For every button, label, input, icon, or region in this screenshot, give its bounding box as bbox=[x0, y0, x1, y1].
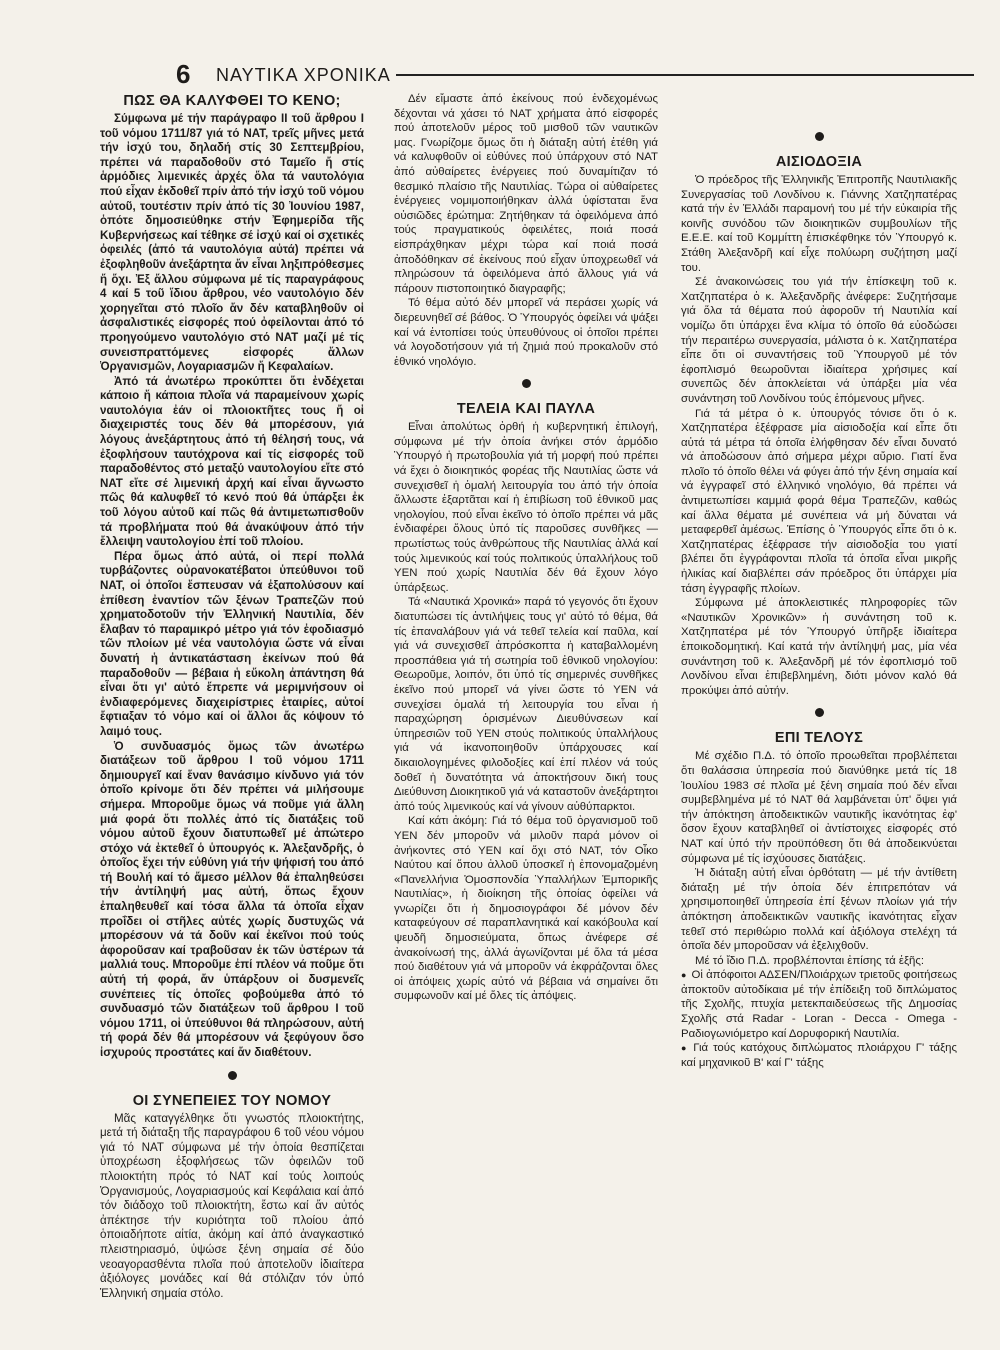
paragraph: Μᾶς καταγγέλθηκε ὅτι γνωστός πλοιοκτήτης, μετά τή διάταξη τῆς παραγράφου 6 τοῦ νέου νόμου γιά τό ΝΑΤ σύμφωνα μέ τήν ὁποία θεσπίζεται ὑποχρέωση ἐξοφλήσεως τῶν ὀφειλῶν τοῦ πλοιοκτήτη πρός τό ΝΑΤ καί τούς λοιπούς Ὀργανισμούς, Λογαριασμούς καί Κεφάλαια καί ἀπό τόν διάδοχο τοῦ πλοιοκτήτη, ἔστω καί ἄν αὐτός ἀπέκτησε τήν κυριότητα τοῦ πλοίου ἀπό ὁποιαδήποτε αἰτία, ἀκόμη καί ἀπό ἀναγκαστικό πλειστηριασμό, ὑψώσε ξένη σημαία σέ δύο νεοαγορασθέντα πλοῖα πού ἀποτελοῦν ἰδιαίτερα ἀξιόλογες μονάδες καί θά στόλιζαν τόν ὑπό Ἑλληνική σημαία στόλο. bbox=[100, 1111, 364, 1300]
paragraph: Εἶναι ἀπολύτως ὀρθή ἡ κυβερνητική ἐπιλογή, σύμφωνα μέ τήν ὁποία ἀνήκει στόν ἁρμόδιο Ὑπουργό ἡ πρωτοβουλία γιά τή μορφή πού πρέπει νά ἔχει ὁ διοικητικός φορέας τῆς Ναυτιλίας ὥστε νά συνεχισθεῖ ἡ ὁμαλή λειτουργία του ἀπό τήν ὁποία ἄλλωστε ἐξαρτᾶται καί ἡ ἐπιβίωση τοῦ ἐθνικοῦ μας νηολογίου, πού εἶναι ἐκεῖνο τό ὁποῖο πρέπει νά μᾶς ἐνδιαφέρει ὅλους ὑπό τίς παροῦσες συνθῆκες — πρωτίστως τούς ἀνθρώπους τῆς Ναυτιλίας ἀλλά καί τούς λιμενικούς καί τούς πολιτικούς ὑπαλλήλους τοῦ ΥΕΝ πού χωρίς Ναυτιλία δέν θά ἔχουν λόγο ὑπάρξεως. bbox=[394, 421, 658, 594]
paragraph: Ὁ πρόεδρος τῆς Ἑλληνικῆς Ἐπιτροπῆς Ναυτιλιακῆς Συνεργασίας τοῦ Λονδίνου κ. Γιάννης Χατζηπατέρας κατά τήν ἐν Ἑλλάδι παραμονή του μέ τήν εὐκαιρία τῆς κοινῆς συνόδου τῶν διοικητικῶν συμβουλίων τῆς Ε.Ε.Ε. καί τοῦ Κομμίττη ἐπισκέφθηκε τόν Ὑπουργό κ. Στάθη Ἀλεξανδρῆ καί εἶχε πολύωρη συζήτηση μαζί του. bbox=[681, 174, 957, 274]
paragraph: Τά «Ναυτικά Χρονικά» παρά τό γεγονός ὅτι ἔχουν διατυπώσει τίς ἀντιλήψεις τους γι' αὐτό τό θέμα, θά τίς ἐπαναλάβουν γιά νά τεθεῖ τελεία καί παῦλα, καί γιά νά συνεχισθεῖ ἀπρόσκοπτα ἡ καταβαλλομένη προσπάθεια γιά τή σωτηρία τοῦ ἐθνικοῦ νηολογίου: Θεωροῦμε, λοιπόν, ὅτι ὑπό τίς σημερινές συνθῆκες ἐκεῖνο πού μπορεῖ νά γίνει ὥστε τό ΥΕΝ νά συνεχίσει ὁμαλά τή λειτουργία του εἶναι ἡ παραχώρηση ὁρισμένων Διευθύνσεων καί ὑπηρεσιῶν τοῦ ΥΕΝ στούς πολιτικούς ὑπαλλήλους γιά νά ἱκανοποιηθοῦν ὑπάρχουσες καί δικαιολογημένες φιλοδοξίες καί ἐπί πλέον νά τούς δοθεῖ ἡ δυνατότητα νά ἀποκτήσουν δική τους Διεύθυνση Διοικητικοῦ γιά νά καταστοῦν ἀνεξάρτητοι ἀπό τούς λιμενικούς καί νά γίνουν αὐθύπαρκτοι. bbox=[394, 596, 658, 813]
headline-synepeies: ΟΙ ΣΥΝΕΠΕΙΕΣ ΤΟΥ ΝΟΜΟΥ bbox=[132, 1092, 332, 1109]
column-1 bbox=[100, 92, 364, 1332]
headline-epi-telous: ΕΠΙ ΤΕΛΟΥΣ bbox=[774, 730, 864, 747]
paragraph: Καί κάτι ἀκόμη: Γιά τό θέμα τοῦ ὀργανισμοῦ τοῦ ΥΕΝ δέν μποροῦν νά μιλοῦν παρά μόνον οἱ ἀνήκοντες στό ΥΕΝ καί ὄχι στό ΝΑΤ, τόν Οἶκο Ναύτου καί ὅπου ἀλλοῦ ὑποσκεῖ ἡ ἐπονομαζομένη «Πανελλήνια Ὁμοσπονδία Ὑπαλλήλων Ἐμπορικῆς Ναυτιλίας», ἡ διοίκηση τῆς ὁποίας ὀφείλει νά γνωρίζει ὅτι ἡ δημοσιογράφοι δέ μόνον δέν καταφεύγουν σέ παραπλανητικά καί κακόβουλα καί ψευδῆ δημοσιεύματα, ὅπως ἀνέφερε σέ ἀνακοίνωσή της, ἀλλά ἀγωνίζονται μέ ὅλα τά μέσα πού διαθέτουν γιά νά μποροῦν νά ἐκφράζονται ὅλες οἱ ἀπόψεις χωρίς αὐτό νά βέβαια νά σημαίνει ὅτι συμφωνοῦν καί μέ ὅλες τίς ἀπόψεις. bbox=[394, 815, 658, 1003]
paragraph: Τό θέμα αὐτό δέν μπορεῖ νά περάσει χωρίς νά διερευνηθεῖ σέ βάθος. Ὁ Ὑπουργός ὀφείλει νά ψάξει καί νά ἐντοπίσει τούς ὑπευθύνους οἱ ὁποῖοι πρέπει νά λογοδοτήσουν γιά τή ζημιά πού προκαλοῦν στό ἐθνικό νηολόγιο. bbox=[394, 297, 658, 368]
column-2 bbox=[394, 92, 658, 1332]
section-bullet bbox=[228, 1071, 237, 1080]
publication-name: ΝΑΥΤΙΚΑ ΧΡΟΝΙΚΑ bbox=[216, 65, 391, 85]
headline-aisiodoxia: ΑΙΣΙΟΔΟΞΙΑ bbox=[775, 154, 863, 170]
headline-teleia: ΤΕΛΕΙΑ ΚΑΙ ΠΑΥΛΑ bbox=[456, 401, 596, 418]
paragraph: Ἀπό τά ἀνωτέρω προκύπτει ὅτι ἐνδέχεται κάποιο ἤ κάποια πλοῖα νά παραμείνουν χωρίς ναυτολόγια ἐάν οἱ πλοιοκτῆτες τους ἤ οἱ διαχειριστές τους δέν θά μπορέσουν, γιά λόγους ἀνεξάρτητους ἀπό τή θέλησή τους, νά ἐξοφλήσουν ταυτόχρονα καί τίς εἰσφορές τοῦ παραδοθέντος στό μεταξύ ναυτολογίου εἴτε στό ΝΑΤ εἴτε σέ λιμενική ἀρχή καί εἶναι ἄγνωστο πῶς θά καλυφθεῖ τό κενό πού θά ὑπάρξει ἐκ τοῦ λόγου αὐτοῦ καί πῶς θά ἀντιμετωπισθοῦν τά προβλήματα πού θά ἀνακύψουν ἀπό τήν ἔλλειψη ναυτολογίου ἐπί τοῦ πλοίου. bbox=[100, 374, 364, 549]
paragraph: Πέρα ὅμως ἀπό αὐτά, οἱ περί πολλά τυρβάζοντες οὐρανοκατέβατοι ὑπεύθυνοι τοῦ ΝΑΤ, οἱ ὁποῖοι ἔσπευσαν νά ἐξαπολύσουν καί ἐπίθεση ἐναντίον τῶν ξένων Τραπεζῶν πού χρηματοδοτοῦν τήν Ἑλληνική Ναυτιλία, δέν ἔλαβαν τό παραμικρό μέτρο γιά τόν ἐφοδιασμό τῶν πλοίων μέ νέα ναυτολόγια ὥστε νά εἶναι δυνατή ἡ ἀντικατάσταση ἐκείνων πού θά παραδοθοῦν — βέβαια ἡ εὔκολη ἀπάντηση θά εἶναι ὅτι γι' αὐτό ἔπρεπε νά μεριμνήσουν οἱ ἐνδιαφερόμενες διαχειρίστριες ἑταιρίες, αὐτοί ἔφτιαξαν τό νόμο καί οἱ ἄλλοι ἄς κόψουν τό λαιμό τους. bbox=[100, 549, 364, 738]
paragraph: Σύμφωνα μέ ἀποκλειστικές πληροφορίες τῶν «Ναυτικῶν Χρονικῶν» ἡ συνάντηση τοῦ κ. Χατζηπατέρα μέ τόν Ὑπουργό ὑπῆρξε ἰδιαίτερα ἐποικοδομητική. Καί κατά τήν ἀντίληψή μας, μία νέα συνάντηση τοῦ κ. Ἀλεξανδρῆ μέ τόν ἐφοπλισμό τοῦ Λονδίνου εἶναι ἐπιβεβλημένη, διότι μόνον καλό θά προκύψει ἀπό αὐτήν. bbox=[681, 597, 957, 697]
page-header bbox=[176, 60, 976, 90]
page-number: 6 bbox=[176, 59, 191, 89]
header-rule bbox=[396, 74, 974, 76]
paragraph: Σύμφωνα μέ τήν παράγραφο ΙΙ τοῦ ἄρθρου Ι τοῦ νόμου 1711/87 γιά τό ΝΑΤ, τρεῖς μῆνες μετά τήν ἰσχύ του, δηλαδή στίς 30 Σεπτεμβρίου, πρέπει νά παραδοθοῦν στό Ταμεῖο ἤ στίς ἁρμόδιες λιμενικές ἀρχές ὅλα τά ναυτολόγια πού εἶχαν ἐκδοθεῖ πρίν ἀπό τήν ἰσχύ τοῦ νόμου αὐτοῦ, τουτέστιν πρίν ἀπό τίς 30 Ἰουνίου 1987, ὁπότε δημοσιεύθηκε στήν Ἐφημερίδα τῆς Κυβερνήσεως καί τέθηκε σέ ἰσχύ καί οἱ σχετικές ὀφειλές (ἀπό τά ναυτολόγια αὐτά) πρέπει νά ἐξοφληθοῦν ἀνεξάρτητα ἄν εἶναι ληξιπρόθεσμες ἤ ὄχι. Ἐξ ἄλλου σύμφωνα μέ τίς παραγράφους 4 καί 5 τοῦ ἴδιου ἄρθρου, νέο ναυτολόγιο δέν χορηγεῖται στό πλοῖο ἄν δέν καταβληθοῦν οἱ ἀσφαλιστικές εἰσφορές πού ὀφείλονται ἀπό τό προηγούμενο ναυτολόγιο στό ΝΑΤ μαζί μέ τίς συνεισπραττόμενες εἰσφορές ἄλλων Ὀργανισμῶν, Λογαριασμῶν ἤ Κεφαλαίων. bbox=[100, 112, 364, 374]
column-3 bbox=[681, 92, 957, 1332]
paragraph: Ὁ συνδυασμός ὅμως τῶν ἀνωτέρω διατάξεων τοῦ ἄρθρου Ι τοῦ νόμου 1711 δημιουργεῖ καί ἕναν θανάσιμο κίνδυνο γιά τόν ὁποῖο κρίνομε ὅτι δέν πρέπει νά μιλήσουμε σήμερα. Μποροῦμε ὅμως νά ποῦμε γιά ἄλλη μιά φορά ὅτι πολλές ἀπό τίς διατάξεις τοῦ νόμου αὐτοῦ ἔχουν διατυπωθεῖ μέ ἀπώτερο στόχο νά ἐκτεθεῖ ὁ ὑπουργός κ. Ἀλεξανδρῆς, ὁ ὁποῖος ἔχει τήν εὐθύνη γιά τήν ψήφισή του ἀπό τή Βουλή καί τό ἄμεσο μέλλον θά ἐπαληθεύσει τήν ἀντίληψή μας αὐτή, ὅπως ἔχουν ἐπαληθευθεῖ καί τόσα ἄλλα τά ὁποῖα εἶχαν προΐδει οἱ στῆλες αὐτές χωρίς δυστυχῶς νά μπορέσουν νά τά δοῦν καί ἐκεῖνοι πού τούς ἀφοροῦσαν καί τραβοῦσαν ἐκ τῶν ὑστέρων τά μαλλιά τους. Μποροῦμε ἐπί πλέον νά ποῦμε ὅτι αὐτή τή φορά, ἄν ὑπάρξουν οἱ δυσμενεῖς συνέπειες τίς ὁποῖες φοβούμεθα ἀπό τό συνδυασμό τῶν διατάξεων τοῦ ἄρθρου Ι τοῦ νόμου 1711, οἱ ὑπεύθυνοι θά πληρώσουν, αὐτή τή φορά δέν θά μπορέσουν νά ξεφύγουν ὅσο ἰσχυρούς προστάτες καί ἄν διαθέτουν. bbox=[100, 739, 364, 1059]
paragraph: Μέ τό ἴδιο Π.Δ. προβλέπονται ἐπίσης τά ἑξῆς: bbox=[695, 954, 925, 967]
list-item: ● Γιά τούς κατόχους διπλώματος πλοιάρχου Γ' τάξης καί μηχανικοῦ Β' καί Γ' τάξης bbox=[681, 1041, 957, 1070]
section-bullet bbox=[815, 708, 824, 717]
paragraph: Δέν εἴμαστε ἀπό ἐκείνους πού ἐνδεχομένως δέχονται νά χάσει τό ΝΑΤ χρήματα ἀπό εἰσφορές πού ἀποτελοῦν μέρος τοῦ μισθοῦ τῶν ναυτικῶν μας. Γνωρίζομε ὅμως ὅτι ἡ διάταξη αὐτή ἐτέθη γιά νά καλυφθοῦν οἱ εὐθύνες πού ὑπάρχουν στό ΝΑΤ ἀπό αὐθαίρετες ἐνέργειες πού δυναμίτιζαν τό θεσμικό πλαίσιο τῆς Ναυτιλίας. Τώρα οἱ αὐθαίρετες ἐνέργειες νομιμοποιήθηκαν ἀλλά ὑφίσταται ἕνα οὐσιῶδες ἐρώτημα: Ζητήθηκαν τά ὀφειλόμενα ἀπό τούς πραγματικούς ὀφειλέτες, ποιά ποσά εἰσπράχθηκαν μέχρι τώρα καί ποιά ποσά ἀποδόθηκαν σέ ἐκείνους πού εἶχαν ὑποχρεωθεῖ νά πληρώσουν τά ὀφειλόμενα ἀπό ἄλλους γιά νά πάρουν πιστοποιητικό διαγραφῆς; bbox=[394, 93, 658, 295]
paragraph: Ἡ διάταξη αὐτή εἶναι ὀρθότατη — μέ τήν ἀντίθετη διάταξη μέ τήν ὁποία δέν ἐπιτρεπόταν νά χρησιμοποιηθεῖ ὑπηρεσία ἐπί ξένων πλοίων γιά τήν ἀπόκτηση ἀποδεικτικῶν ναυτικῆς ἱκανότητας εἶχαν τεθεῖ στό περιθώριο πολλά καί ἀξιόλογα στελέχη τά ὁποῖα δέν μποροῦσαν νά ἐξελιχθοῦν. bbox=[681, 867, 957, 953]
list-item: ● Οἱ ἀπόφοιτοι ΑΔΣΕΝ/Πλοιάρχων τριετοῦς φοιτήσεως ἀποκτοῦν αὐτοδίκαια μέ τήν ἐπίδειξη τοῦ διπλώματος τῆς Σχολῆς, πτυχία μετεκπαιδεύσεως τῆς Δημοσίας Σχολῆς στά Radar - Loran - Decca - Omega - Ραδιογωνιόμετρο καί Δορυφορική Ναυτιλία. bbox=[681, 968, 957, 1041]
paragraph: Σέ ἀνακοινώσεις του γιά τήν ἐπίσκεψη τοῦ κ. Χατζηπατέρα ὁ κ. Ἀλεξανδρῆς ἀνέφερε: Συζητήσαμε γιά ὅλα τά θέματα πού ἀφοροῦν τή Ναυτιλία καί νομίζω ὅτι ὑπάρχει ἕνα κλίμα τό ὁποῖο θά εὐοδώσει τήν περαιτέρω συνεργασία, μάλιστα ὁ κ. Χατζηπατέρα εἶπε ὅτι οἱ συναντήσεις τοῦ Ὑπουργοῦ μέ τόν ἐφοπλισμό θεωροῦνται ἰδιαίτερα χρήσιμες καί συνεπῶς δέν ἀποκλείεται νά ὑπάρξει μία νέα συνάντηση τοῦ Λονδίνου τούς ἑπόμενους μῆνες. bbox=[681, 276, 957, 405]
paragraph: Μέ σχέδιο Π.Δ. τό ὁποῖο προωθεῖται προβλέπεται ὅτι θαλάσσια ὑπηρεσία πού διανύθηκε μετά τίς 18 Ἰουλίου 1983 σέ πλοῖα μέ ξένη σημαία πού δέν εἶναι συμβεβλημένα μέ τό ΝΑΤ θά λαμβάνεται ὑπ' ὄψει γιά τήν ἀπόκτηση ἀποδεικτικῶν ναυτικῆς ἱκανότητας ἐφ' ὅσον ἔχουν καταβληθεῖ οἱ ἀντίστοιχες εἰσφορές στό ΝΑΤ καί ὑπό τήν προϋπόθεση ὅτι θά ἀποδεικνύεται σύμφωνα μέ τίς ἰσχύουσες διατάξεις. bbox=[681, 750, 957, 865]
section-bullet bbox=[522, 379, 531, 388]
paragraph: Γιά τά μέτρα ὁ κ. ὑπουργός τόνισε ὅτι ὁ κ. Χατζηπατέρα ἐξέφρασε μία αἰσιοδοξία καί εἶπε ὅτι αὐτά τά μέτρα τά ὁποῖα ἐλήφθησαν δέν εἶναι δυνατό νά ἀποδώσουν ἀπό σήμερα μέχρι αὔριο. Γιατί ἕνα πλοῖο τό ὁποῖο θέλει νά φύγει ἀπό τήν ξένη σημαία καί νά ἐγγραφεῖ στό ἑλληνικό νηολόγιο, θά πρέπει νά ἀντιμετωπίσει καμμιά φορά θέμα Τραπεζῶν, καθώς καί ἄλλα θέματα μέ συνέπεια νά μή δύναται νά μεταφερθεῖ ἀμέσως. Ἐπίσης ὁ Ὑπουργός εἶπε ὅτι ὁ κ. Χατζηπατέρας ἐξέφρασε τήν αἰσιοδοξία του γιατί βλέπει ὅτι ἐγγράφονται πλοῖα τά ὁποῖα εἶναι μικρῆς ἡλικίας καί διαβλέπει σάν πρόεδρος ὅτι ὑπάρχει μία τάση ἐγγραφῆς πλοίων. bbox=[681, 407, 957, 595]
section-bullet bbox=[815, 132, 824, 141]
headline-keno: ΠΩΣ ΘΑ ΚΑΛΥΦΘΕΙ ΤΟ ΚΕΝΟ; bbox=[123, 93, 341, 109]
